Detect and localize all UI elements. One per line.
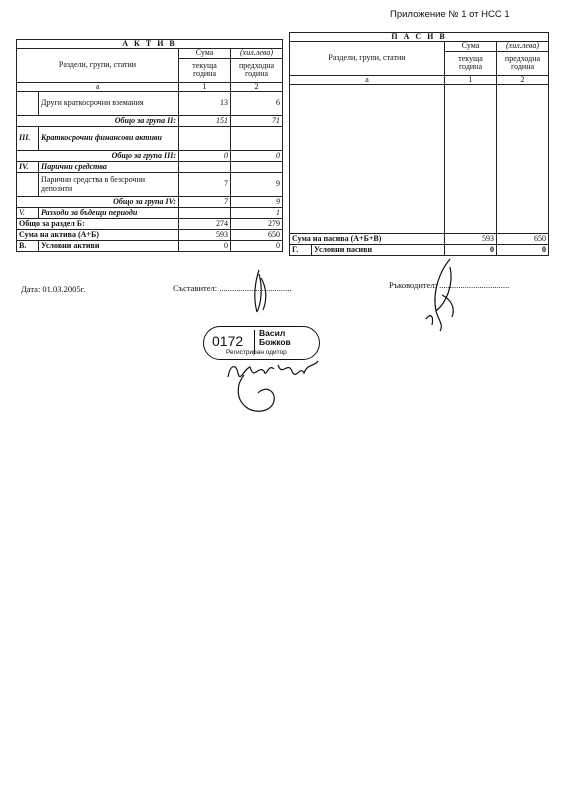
row-label: Общо за група II:	[17, 116, 179, 127]
table-row	[17, 208, 283, 219]
row-previous: 0	[497, 245, 549, 256]
col-current-year: текуща година	[179, 58, 231, 82]
manager-line: Ръководител: .................................	[389, 280, 510, 290]
index-1: 1	[179, 82, 231, 91]
stamp-role: Регистриран одитор	[226, 349, 287, 356]
row-current: 0	[179, 151, 231, 162]
stamp-number: 0172	[212, 333, 244, 349]
row-previous: 9	[231, 197, 283, 208]
row-label: Парични средства	[39, 162, 179, 173]
col-sum-header: Сума	[445, 42, 497, 51]
col-sum-header: Сума	[179, 49, 231, 58]
table-row	[17, 241, 283, 252]
roman-numeral: V.	[17, 208, 39, 219]
table-row	[17, 162, 283, 173]
row-label: Общо за раздел Б:	[17, 219, 179, 230]
index-a: а	[17, 82, 179, 91]
index-2: 2	[231, 82, 283, 91]
col-sections-header: Раздели, групи, статии	[290, 42, 445, 75]
compiler-signature	[245, 268, 275, 318]
col-previous-year: предходна година	[231, 58, 283, 82]
row-previous: 1	[231, 208, 283, 219]
col-current-year: текуща година	[445, 51, 497, 75]
row-previous: 279	[231, 219, 283, 230]
auditor-signature	[222, 355, 327, 420]
row-current: 7	[179, 197, 231, 208]
row-current: 0	[179, 241, 231, 252]
col-sections-header: Раздели, групи, статии	[17, 49, 179, 82]
row-previous: 6	[231, 92, 283, 116]
row-label: Краткосрочни финансови активи	[39, 127, 179, 151]
row-label: Сума на актива (А+Б)	[17, 230, 179, 241]
row-previous: 0	[231, 241, 283, 252]
row-current	[179, 208, 231, 219]
row-label: Условни пасиви	[312, 245, 445, 256]
table-row	[17, 173, 283, 197]
row-label: Сума на пасива (А+Б+В)	[290, 234, 445, 245]
row-current: 7	[179, 173, 231, 197]
date-line: Дата: 01.03.2005г.	[21, 284, 86, 294]
index-2: 2	[497, 75, 549, 84]
table-row	[17, 92, 283, 116]
row-current: 13	[179, 92, 231, 116]
compiler-line: Съставител: ..................................	[173, 283, 292, 293]
col-previous-year: предходна година	[497, 51, 549, 75]
row-previous: 650	[231, 230, 283, 241]
index-1: 1	[445, 75, 497, 84]
roman-numeral: III.	[17, 127, 39, 151]
table-row	[17, 219, 283, 230]
assets-table	[16, 39, 283, 252]
table-row	[17, 127, 283, 151]
roman-numeral: Г.	[290, 245, 312, 256]
table-row	[17, 151, 283, 162]
table-row	[17, 116, 283, 127]
liabilities-title: П А С И В	[290, 33, 549, 42]
table-row	[17, 197, 283, 208]
row-current: 593	[445, 234, 497, 245]
row-previous: 650	[497, 234, 549, 245]
liabilities-table	[289, 32, 549, 256]
stamp-last-name: Божков	[259, 337, 291, 347]
row-previous: 9	[231, 173, 283, 197]
index-a: а	[290, 75, 445, 84]
stamp-first-name: Васил	[259, 328, 286, 338]
row-current: 151	[179, 116, 231, 127]
row-current: 593	[179, 230, 231, 241]
roman-numeral: В.	[17, 241, 39, 252]
row-label: Парични средства в безсрочни депозити	[39, 173, 179, 197]
row-label: Условни активи	[39, 241, 179, 252]
table-row	[290, 234, 549, 245]
row-current: 0	[445, 245, 497, 256]
row-label: Разходи за бъдещи периоди	[39, 208, 179, 219]
col-unit-header: (хил.лева)	[497, 42, 549, 51]
table-row	[17, 230, 283, 241]
row-label: Общо за група III:	[17, 151, 179, 162]
roman-numeral: IV.	[17, 162, 39, 173]
assets-title: А К Т И В	[17, 40, 283, 49]
appendix-note: Приложение № 1 от НСС 1	[390, 9, 510, 20]
row-label: Общо за група IV:	[17, 197, 179, 208]
col-unit-header: (хил.лева)	[231, 49, 283, 58]
row-previous: 71	[231, 116, 283, 127]
row-label: Други краткосрочни вземания	[39, 92, 179, 116]
row-current: 274	[179, 219, 231, 230]
row-previous: 0	[231, 151, 283, 162]
table-row	[290, 85, 549, 234]
manager-signature	[420, 255, 470, 335]
